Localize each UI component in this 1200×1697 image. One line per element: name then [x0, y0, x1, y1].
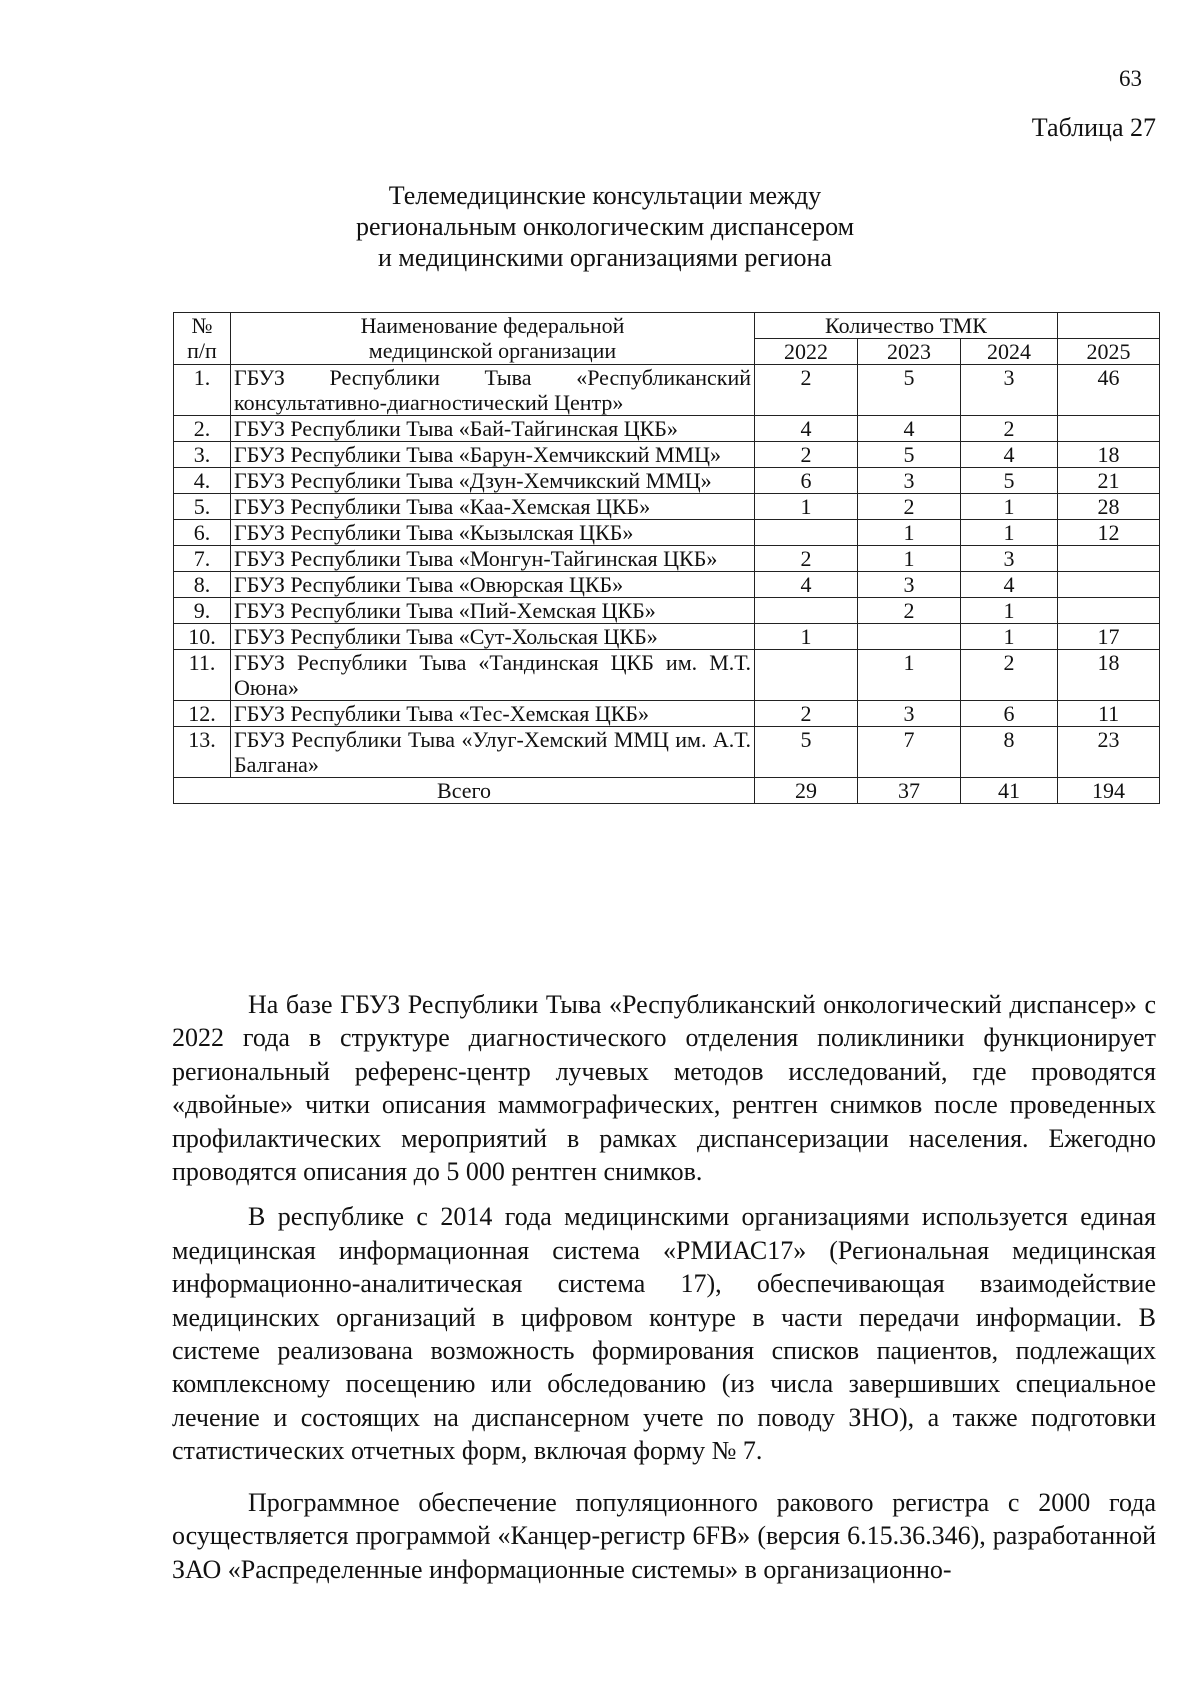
row-2025: 18 [1058, 650, 1160, 701]
total-2022: 29 [755, 778, 858, 804]
row-org-name: ГБУЗ Республики Тыва «Монгун-Тайгинская ЦКБ» [231, 546, 755, 572]
row-2025: 23 [1058, 727, 1160, 778]
row-org-name: ГБУЗ Республики Тыва «Барун-Хемчикский ММЦ» [231, 442, 755, 468]
row-2023: 2 [858, 494, 961, 520]
row-2025: 12 [1058, 520, 1160, 546]
row-2023: 1 [858, 546, 961, 572]
row-2022: 4 [755, 416, 858, 442]
table-row [174, 494, 1160, 520]
table-title [220, 180, 990, 273]
row-2025 [1058, 598, 1160, 624]
row-num: 4. [174, 468, 231, 494]
row-2023: 5 [858, 365, 961, 416]
row-2023 [858, 624, 961, 650]
total-2023: 37 [858, 778, 961, 804]
row-org-name: ГБУЗ Республики Тыва «Дзун-Хемчикский ММЦ» [231, 468, 755, 494]
row-2022: 4 [755, 572, 858, 598]
row-2025 [1058, 572, 1160, 598]
page-number: 63 [1119, 66, 1142, 91]
table-row [174, 442, 1160, 468]
row-2024: 1 [961, 598, 1058, 624]
row-2022: 2 [755, 546, 858, 572]
row-2023: 4 [858, 416, 961, 442]
row-2022 [755, 650, 858, 701]
total-label: Всего [174, 778, 755, 804]
table-total-row [174, 778, 1160, 804]
paragraph: На базе ГБУЗ Республики Тыва «Республиканский онкологический диспансер» с 2022 года в структуре диагностического отделения поликлиники функционирует региональный референс-центр лучевых методов исследований, где проводятся «двойные» читки описания маммографических, рентген снимков после проведенных профилактических мероприятий в рамках диспансеризации населения. Ежегодно проводятся описания до 5 000 рентген снимков. [172, 990, 1156, 1187]
row-2023: 7 [858, 727, 961, 778]
row-num: 10. [174, 624, 231, 650]
title-line: Телемедицинские консультации между [388, 181, 822, 210]
table-row [174, 546, 1160, 572]
table-row [174, 468, 1160, 494]
table-row [174, 365, 1160, 416]
row-num: 8. [174, 572, 231, 598]
row-num: 11. [174, 650, 231, 701]
title-line: региональным онкологическим диспансером [355, 212, 855, 241]
row-num: 7. [174, 546, 231, 572]
row-2022 [755, 520, 858, 546]
row-2022: 1 [755, 624, 858, 650]
row-org-name: ГБУЗ Республики Тыва «Улуг-Хемский ММЦ им. А.Т. Балгана» [231, 727, 755, 778]
row-num: 13. [174, 727, 231, 778]
row-2025: 11 [1058, 701, 1160, 727]
row-2025 [1058, 416, 1160, 442]
header-num-line1: № [191, 313, 213, 338]
table-row [174, 624, 1160, 650]
row-2022: 6 [755, 468, 858, 494]
row-2024: 6 [961, 701, 1058, 727]
paragraph: Программное обеспечение популяционного ракового регистра с 2000 года осуществляется программой «Канцер-регистр 6FB» (версия 6.15.36.346), разработанной ЗАО «Распределенные информационные системы» в организационно- [172, 1487, 1156, 1584]
row-num: 5. [174, 494, 231, 520]
row-2022: 2 [755, 442, 858, 468]
row-2023: 5 [858, 442, 961, 468]
row-org-name: ГБУЗ Республики Тыва «Сут-Хольская ЦКБ» [231, 624, 755, 650]
row-2025: 46 [1058, 365, 1160, 416]
table-label: Таблица 27 [1031, 113, 1156, 142]
paragraph: В республике с 2014 года медицинскими организациями используется единая медицинская информационная система «РМИАС17» (Региональная медицинская информационно-аналитическая система 17), обеспечивающая взаимодействие медицинских организаций в цифровом контуре в части передачи информации. В системе реализована возможность формирования списков пациентов, подлежащих комплексному посещению или обследованию (из числа завершивших специальное лечение и состоящих на диспансерном учете по поводу ЗНО), а также подготовки статистических отчетных форм, включая форму № 7. [172, 1202, 1156, 1466]
row-num: 9. [174, 598, 231, 624]
body-text [172, 988, 1156, 1598]
row-org-name: ГБУЗ Республики Тыва «Республиканский консультативно-диагностический Центр» [231, 365, 755, 416]
row-2024: 1 [961, 520, 1058, 546]
row-2024: 4 [961, 572, 1058, 598]
header-name-line2: медицинской организации [368, 338, 617, 363]
row-num: 6. [174, 520, 231, 546]
row-2025: 21 [1058, 468, 1160, 494]
header-year: 2025 [1058, 339, 1160, 365]
row-num: 2. [174, 416, 231, 442]
row-org-name: ГБУЗ Республики Тыва «Тес-Хемская ЦКБ» [231, 701, 755, 727]
row-2024: 4 [961, 442, 1058, 468]
row-org-name: ГБУЗ Республики Тыва «Овюрская ЦКБ» [231, 572, 755, 598]
row-2022: 2 [755, 701, 858, 727]
title-line: и медицинскими организациями региона [378, 243, 832, 272]
table-header-row [174, 313, 1160, 339]
row-2024: 1 [961, 494, 1058, 520]
table-row [174, 416, 1160, 442]
row-org-name: ГБУЗ Республики Тыва «Каа-Хемская ЦКБ» [231, 494, 755, 520]
table-row [174, 598, 1160, 624]
row-2023: 2 [858, 598, 961, 624]
row-2024: 8 [961, 727, 1058, 778]
row-2023: 3 [858, 572, 961, 598]
row-org-name: ГБУЗ Республики Тыва «Кызылская ЦКБ» [231, 520, 755, 546]
row-num: 12. [174, 701, 231, 727]
table-row [174, 650, 1160, 701]
row-2022: 1 [755, 494, 858, 520]
row-num: 3. [174, 442, 231, 468]
header-group: Количество ТМК [755, 313, 1058, 339]
row-2024: 1 [961, 624, 1058, 650]
row-org-name: ГБУЗ Республики Тыва «Бай-Тайгинская ЦКБ» [231, 416, 755, 442]
header-year: 2022 [755, 339, 858, 365]
header-year: 2023 [858, 339, 961, 365]
row-2024: 2 [961, 650, 1058, 701]
row-2025: 17 [1058, 624, 1160, 650]
total-2025: 194 [1058, 778, 1160, 804]
table-row [174, 572, 1160, 598]
total-2024: 41 [961, 778, 1058, 804]
table-row [174, 701, 1160, 727]
row-2023: 3 [858, 701, 961, 727]
row-2025 [1058, 546, 1160, 572]
header-num-line2: п/п [187, 338, 217, 363]
row-2022 [755, 598, 858, 624]
row-2022: 2 [755, 365, 858, 416]
row-2024: 3 [961, 365, 1058, 416]
row-2024: 5 [961, 468, 1058, 494]
table-row [174, 520, 1160, 546]
row-org-name: ГБУЗ Республики Тыва «Тандинская ЦКБ им. М.Т. Оюна» [231, 650, 755, 701]
header-num [174, 313, 231, 365]
row-num: 1. [174, 365, 231, 416]
row-org-name: ГБУЗ Республики Тыва «Пий-Хемская ЦКБ» [231, 598, 755, 624]
row-2025: 28 [1058, 494, 1160, 520]
row-2024: 3 [961, 546, 1058, 572]
header-blank [1058, 313, 1160, 339]
row-2023: 1 [858, 520, 961, 546]
row-2024: 2 [961, 416, 1058, 442]
row-2023: 1 [858, 650, 961, 701]
header-name-line1: Наименование федеральной [360, 313, 625, 338]
telemedicine-table [173, 312, 1160, 804]
row-2023: 3 [858, 468, 961, 494]
header-year: 2024 [961, 339, 1058, 365]
row-2025: 18 [1058, 442, 1160, 468]
row-2022: 5 [755, 727, 858, 778]
table-row [174, 727, 1160, 778]
header-name [231, 313, 755, 365]
